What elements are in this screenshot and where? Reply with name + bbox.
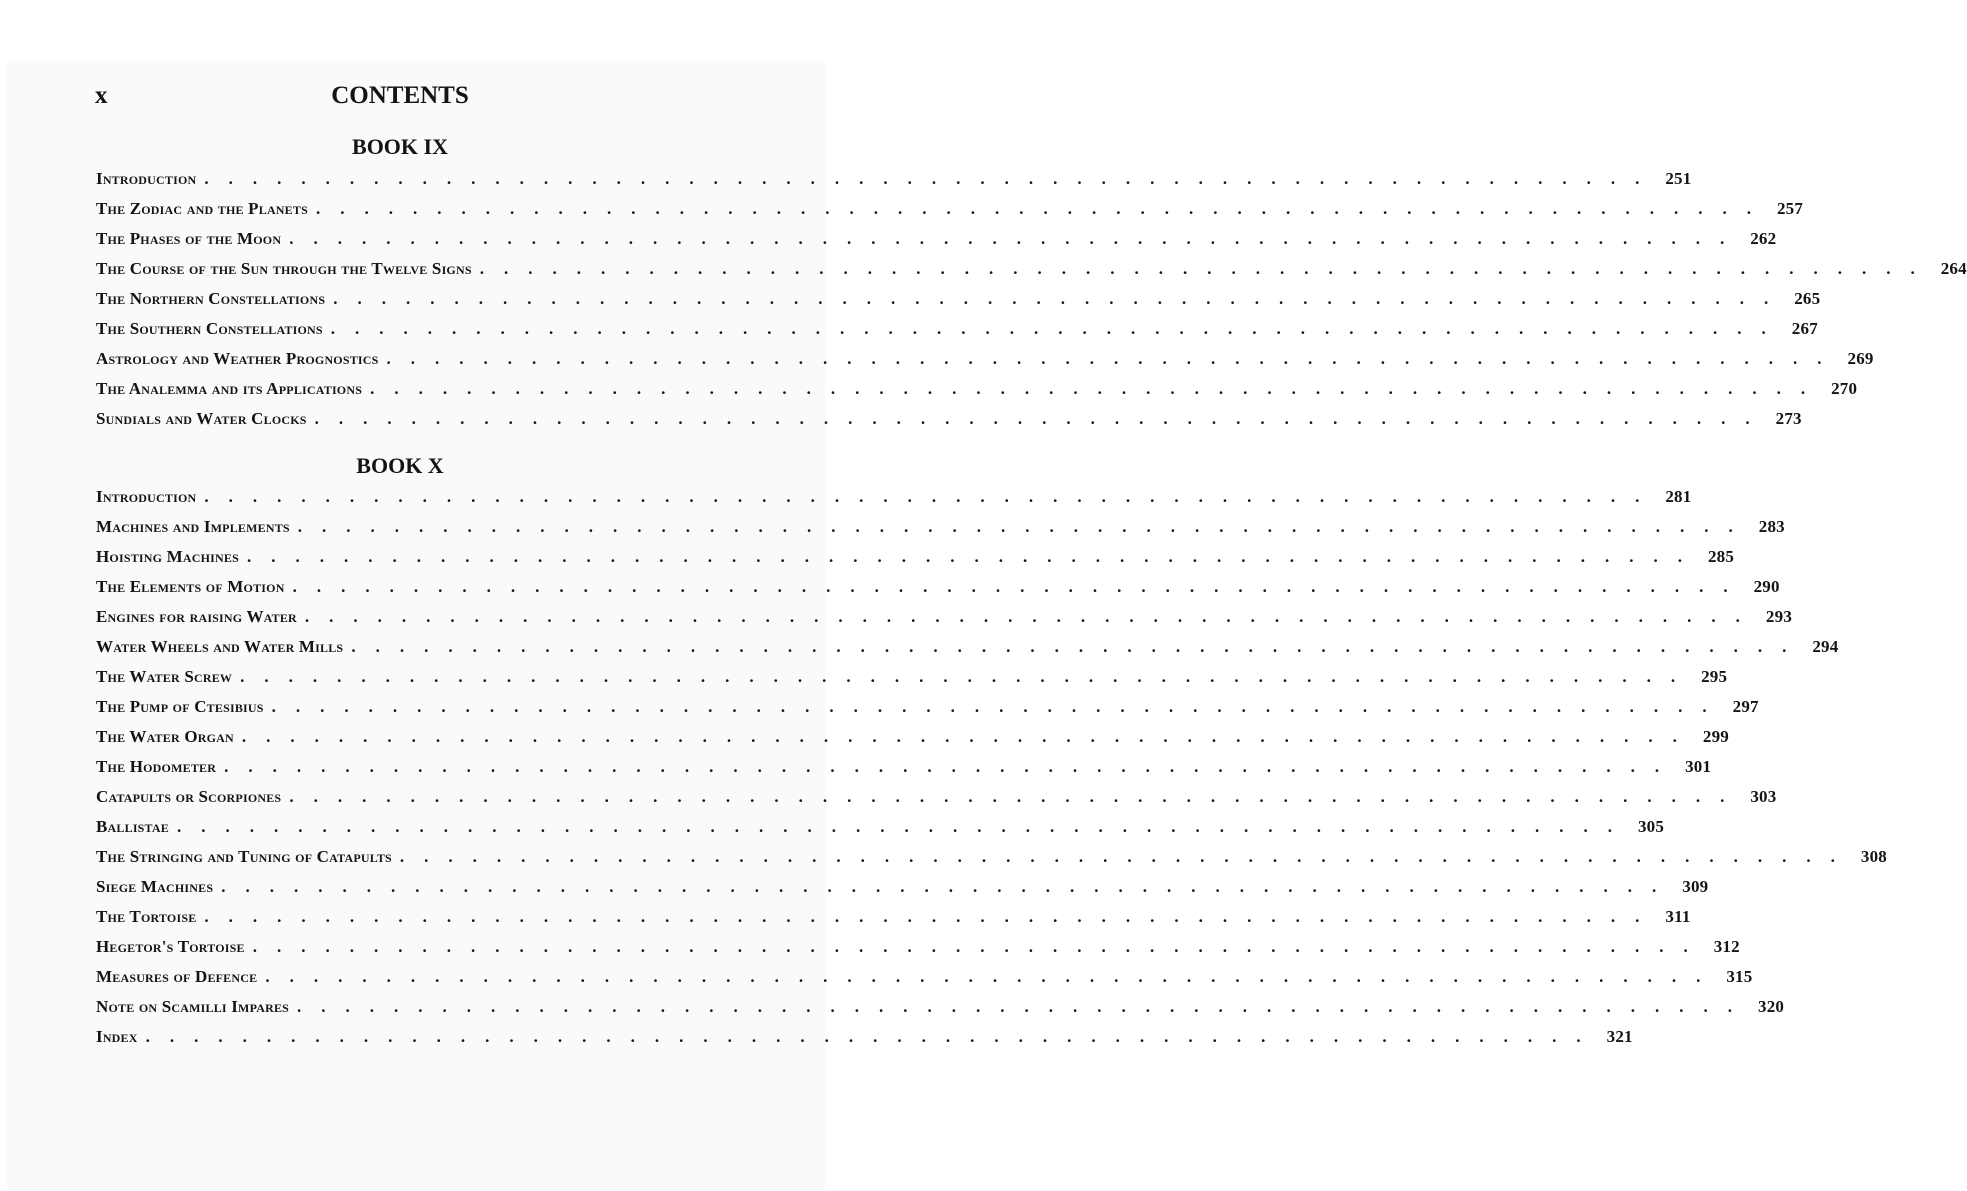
toc-entry-page-number: 293 xyxy=(1765,607,1793,626)
toc-entry xyxy=(96,1022,1633,1052)
toc-entry-title: The Southern Constellations xyxy=(96,319,323,338)
toc-entry-title: The Water Organ xyxy=(96,727,234,746)
toc-entry-page-number: 264 xyxy=(1940,259,1967,278)
dot-leader: ............................................................ xyxy=(370,379,1826,398)
toc-entry-title: The Hodometer xyxy=(96,757,217,776)
toc-entry-title: Siege Machines xyxy=(96,877,214,896)
toc-entry xyxy=(96,572,1780,602)
toc-entry-page-number: 299 xyxy=(1702,727,1729,746)
toc-entry xyxy=(96,374,1858,404)
dot-leader: ............................................................ xyxy=(240,667,1696,686)
toc-entry-title: Introduction xyxy=(96,487,197,506)
toc-entry-page-number: 320 xyxy=(1758,997,1785,1016)
dot-leader: ............................................................ xyxy=(289,787,1745,806)
dot-leader: ............................................................ xyxy=(289,229,1745,248)
toc-entry-page-number: 281 xyxy=(1665,487,1692,506)
toc-entry-title: Engines for raising Water xyxy=(96,607,297,626)
dot-leader: ............................................................ xyxy=(479,259,1935,278)
toc-entry-page-number: 270 xyxy=(1831,379,1858,398)
toc-entry-page-number: 283 xyxy=(1758,517,1785,536)
toc-entry xyxy=(96,902,1691,932)
dot-leader: ............................................................ xyxy=(271,697,1727,716)
dot-leader: ............................................................ xyxy=(204,487,1660,506)
toc-entry-title: Hegetor's Tortoise xyxy=(96,937,245,956)
dot-leader: ............................................................ xyxy=(221,877,1677,896)
toc-entry-title: Hoisting Machines xyxy=(96,547,239,566)
toc-entry-page-number: 285 xyxy=(1707,547,1735,566)
toc-entry xyxy=(96,284,1821,314)
toc-entry-page-number: 305 xyxy=(1637,817,1665,836)
toc-entry-page-number: 321 xyxy=(1606,1027,1633,1046)
dot-leader: ............................................................ xyxy=(297,517,1753,536)
dot-leader: ............................................................ xyxy=(204,169,1660,188)
page-title: CONTENTS xyxy=(331,82,469,109)
toc-entry-page-number: 290 xyxy=(1753,577,1780,596)
toc-entry-page-number: 312 xyxy=(1713,937,1740,956)
toc-entry-page-number: 309 xyxy=(1682,877,1709,896)
toc-entry xyxy=(96,812,1665,842)
toc-entry-page-number: 301 xyxy=(1685,757,1712,776)
toc-entry xyxy=(96,932,1740,962)
dot-leader: ............................................................ xyxy=(224,757,1680,776)
toc-entry xyxy=(96,512,1785,542)
toc-list-book-x xyxy=(96,482,1888,1052)
toc-entry xyxy=(96,482,1692,512)
toc-entry-title: The Pump of Ctesibius xyxy=(96,697,264,716)
toc-entry-title: Astrology and Weather Prognostics xyxy=(96,349,379,368)
book-heading-ix: BOOK IX xyxy=(352,134,448,159)
toc-entry-title: Sundials and Water Clocks xyxy=(96,409,307,428)
toc-entry-page-number: 311 xyxy=(1665,907,1691,926)
toc-entry-page-number: 269 xyxy=(1847,349,1874,368)
toc-entry xyxy=(96,992,1785,1022)
toc-entry-title: Machines and Implements xyxy=(96,517,290,536)
page-folio: x xyxy=(95,82,108,109)
toc-entry-title: The Northern Constellations xyxy=(96,289,326,308)
toc-entry xyxy=(96,344,1874,374)
dot-leader: ............................................................ xyxy=(314,409,1770,428)
dot-leader: ............................................................ xyxy=(351,637,1807,656)
dot-leader: ............................................................ xyxy=(304,607,1760,626)
toc-entry-title: Measures of Defence xyxy=(96,967,258,986)
toc-entry-title: The Phases of the Moon xyxy=(96,229,282,248)
toc-entry xyxy=(96,632,1839,662)
toc-entry-title: Catapults or Scorpiones xyxy=(96,787,282,806)
toc-entry-page-number: 273 xyxy=(1775,409,1802,428)
toc-entry xyxy=(96,404,1802,434)
toc-entry-title: Ballistae xyxy=(96,817,169,836)
book-heading-x: BOOK X xyxy=(356,453,444,478)
toc-entry-page-number: 315 xyxy=(1726,967,1753,986)
toc-entry-page-number: 297 xyxy=(1732,697,1759,716)
dot-leader: ............................................................ xyxy=(330,319,1786,338)
dot-leader: ............................................................ xyxy=(333,289,1789,308)
toc-entry xyxy=(96,164,1692,194)
toc-entry xyxy=(96,782,1777,812)
toc-entry-page-number: 251 xyxy=(1665,169,1692,188)
dot-leader: ............................................................ xyxy=(145,1027,1601,1046)
toc-entry xyxy=(96,194,1804,224)
dot-leader: ............................................................ xyxy=(399,847,1855,866)
dot-leader: ............................................................ xyxy=(297,997,1753,1016)
toc-entry-page-number: 295 xyxy=(1701,667,1728,686)
toc-entry xyxy=(96,254,1967,284)
dot-leader: ............................................................ xyxy=(246,547,1702,566)
dot-leader: ............................................................ xyxy=(265,967,1721,986)
toc-entry-page-number: 303 xyxy=(1750,787,1777,806)
toc-entry-title: The Analemma and its Applications xyxy=(96,379,363,398)
toc-entry xyxy=(96,752,1712,782)
toc-entry-title: Index xyxy=(96,1027,138,1046)
toc-entry-title: The Elements of Motion xyxy=(96,577,285,596)
toc-entry-page-number: 257 xyxy=(1776,199,1804,218)
toc-entry xyxy=(96,602,1793,632)
toc-entry-page-number: 294 xyxy=(1812,637,1839,656)
toc-entry-title: The Zodiac and the Planets xyxy=(96,199,308,218)
toc-entry-title: The Water Screw xyxy=(96,667,233,686)
toc-entry xyxy=(96,662,1728,692)
toc-entry xyxy=(96,722,1729,752)
toc-entry-page-number: 308 xyxy=(1860,847,1888,866)
toc-entry-title: The Stringing and Tuning of Catapults xyxy=(96,847,392,866)
toc-entry xyxy=(96,872,1709,902)
toc-entry xyxy=(96,692,1759,722)
dot-leader: ............................................................ xyxy=(204,907,1660,926)
toc-entry xyxy=(96,542,1735,572)
toc-entry-title: The Tortoise xyxy=(96,907,197,926)
toc-entry-title: Note on Scamilli Impares xyxy=(96,997,290,1016)
dot-leader: ............................................................ xyxy=(241,727,1697,746)
toc-entry-title: Water Wheels and Water Mills xyxy=(96,637,344,656)
toc-entry xyxy=(96,962,1753,992)
toc-entry-page-number: 267 xyxy=(1791,319,1818,338)
toc-entry-title: Introduction xyxy=(96,169,197,188)
dot-leader: ............................................................ xyxy=(315,199,1771,218)
dot-leader: ............................................................ xyxy=(292,577,1748,596)
toc-entry xyxy=(96,842,1888,872)
toc-entry xyxy=(96,314,1818,344)
toc-entry-page-number: 265 xyxy=(1794,289,1821,308)
dot-leader: ............................................................ xyxy=(386,349,1842,368)
toc-list-book-ix xyxy=(96,164,1967,434)
dot-leader: ............................................................ xyxy=(252,937,1708,956)
toc-entry-title: The Course of the Sun through the Twelve Signs xyxy=(96,259,472,278)
dot-leader: ............................................................ xyxy=(176,817,1632,836)
toc-entry xyxy=(96,224,1777,254)
toc-entry-page-number: 262 xyxy=(1750,229,1777,248)
